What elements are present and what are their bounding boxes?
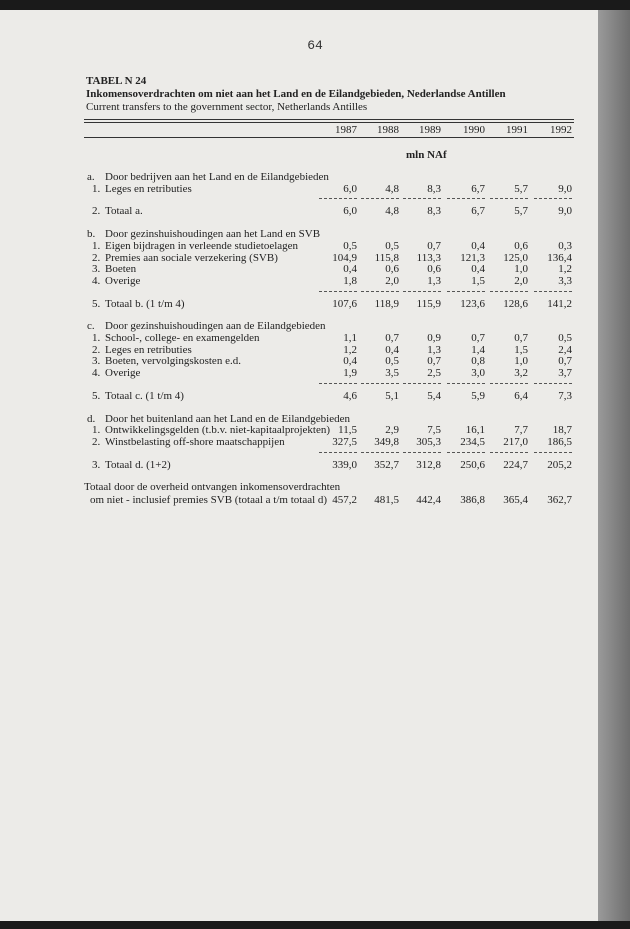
cell-value: 11,5	[338, 424, 357, 437]
table-row	[84, 275, 574, 287]
row-number: b.	[87, 228, 96, 241]
cell-value: 0,6	[427, 263, 441, 276]
row-number: 3.	[92, 263, 101, 276]
cell-value: 0,6	[385, 263, 399, 276]
cell-value: 1,4	[471, 343, 485, 356]
dash-line	[490, 291, 528, 292]
cell-value: 113,3	[416, 251, 441, 264]
cell-value: 5,9	[471, 389, 485, 402]
dash-line	[361, 198, 399, 199]
cell-value: 2,0	[385, 274, 399, 287]
row-label: Leges en retributies	[105, 343, 192, 356]
section-heading	[84, 320, 574, 332]
cell-value: 4,8	[385, 205, 399, 218]
dash-line	[447, 291, 485, 292]
cell-value: 3,2	[514, 367, 528, 380]
cell-value: 0,7	[385, 332, 399, 344]
cell-value: 0,7	[558, 355, 572, 368]
row-number: 3.	[92, 458, 101, 471]
dash-line	[319, 383, 357, 384]
cell-value: 0,4	[471, 263, 485, 276]
cell-value: 123,6	[460, 297, 485, 310]
cell-value: 0,6	[514, 239, 528, 252]
cell-value: 5,1	[385, 389, 399, 402]
row-label: Totaal d. (1+2)	[105, 458, 171, 471]
table-row	[84, 252, 574, 264]
row-label: Boeten, vervolgingskosten e.d.	[105, 355, 241, 368]
row-label: School-, college- en examengelden	[105, 332, 260, 344]
cell-value: 0,5	[558, 332, 572, 344]
section-heading	[84, 171, 574, 183]
row-label: om niet - inclusief premies SVB (totaal a t/m totaal d)	[90, 494, 328, 507]
row-number: 5.	[92, 389, 101, 402]
cell-value: 5,7	[514, 205, 528, 218]
row-number: a.	[87, 171, 95, 183]
dash-line	[319, 291, 357, 292]
table-title-dutch: Inkomensoverdrachten om niet aan het Land en de Eilandgebieden, Nederlandse Antillen	[86, 88, 506, 100]
row-number: 1.	[92, 424, 101, 437]
top-rule	[84, 119, 574, 120]
cell-value: 8,3	[427, 205, 441, 218]
table-row	[84, 263, 574, 275]
row-label: Premies aan sociale verzekering (SVB)	[105, 251, 278, 264]
dash-separator	[84, 449, 574, 455]
row-label: Leges en retributies	[105, 182, 192, 195]
cell-value: 1,0	[514, 355, 528, 368]
cell-value: 0,7	[427, 239, 441, 252]
table-row	[84, 367, 574, 379]
cell-value: 1,9	[343, 367, 357, 380]
cell-value: 250,6	[460, 458, 485, 471]
table-row	[84, 494, 574, 506]
row-label: Totaal c. (1 t/m 4)	[105, 389, 184, 402]
cell-value: 0,7	[514, 332, 528, 344]
row-number: 3.	[92, 355, 101, 368]
row-number: 4.	[92, 274, 101, 287]
row-label: Ontwikkelingsgelden (t.b.v. niet-kapitaalprojekten)	[105, 424, 331, 437]
cell-value: 1,5	[514, 343, 528, 356]
table-row	[84, 355, 574, 367]
cell-value: 5,7	[514, 182, 528, 195]
cell-value: 3,7	[558, 367, 572, 380]
cell-value: 118,9	[374, 297, 399, 310]
row-number: 2.	[92, 205, 101, 218]
cell-value: 5,4	[427, 389, 441, 402]
cell-value: 121,3	[460, 251, 485, 264]
cell-value: 2,5	[427, 367, 441, 380]
row-number: c.	[87, 320, 95, 333]
cell-value: 2,0	[514, 274, 528, 287]
dash-line	[447, 198, 485, 199]
cell-value: 0,4	[385, 343, 399, 356]
cell-value: 6,4	[514, 389, 528, 402]
cell-value: 0,4	[471, 239, 485, 252]
dash-separator	[84, 195, 574, 201]
cell-value: 1,5	[471, 274, 485, 287]
table-label: TABEL N 24	[86, 75, 147, 87]
dash-line	[534, 452, 572, 453]
cell-value: 442,4	[416, 494, 441, 507]
cell-value: 339,0	[332, 458, 357, 471]
cell-value: 6,0	[343, 205, 357, 218]
dash-line	[361, 452, 399, 453]
cell-value: 234,5	[460, 435, 485, 448]
cell-value: 349,8	[374, 435, 399, 448]
cell-value: 217,0	[503, 435, 528, 448]
cell-value: 7,7	[514, 424, 528, 437]
cell-value: 0,7	[427, 355, 441, 368]
cell-value: 352,7	[374, 458, 399, 471]
cell-value: 9,0	[558, 205, 572, 218]
cell-value: 4,6	[343, 389, 357, 402]
table-row	[84, 390, 574, 402]
cell-value: 224,7	[503, 458, 528, 471]
cell-value: 18,7	[552, 424, 572, 437]
cell-value: 327,5	[332, 435, 357, 448]
cell-value: 1,2	[558, 263, 572, 276]
row-label: Door bedrijven aan het Land en de Eilandgebieden	[105, 171, 329, 183]
row-label: Totaal door de overheid ontvangen inkomensoverdrachten	[84, 481, 341, 494]
year-header: 1987	[335, 124, 357, 136]
dash-line	[447, 452, 485, 453]
row-number: d.	[87, 412, 96, 425]
row-label: Overige	[105, 274, 141, 287]
cell-value: 1,2	[343, 343, 357, 356]
section-heading	[84, 228, 574, 240]
table-row	[84, 459, 574, 471]
row-label: Door gezinshuishoudingen aan het Land en SVB	[105, 228, 321, 241]
cell-value: 115,9	[416, 297, 441, 310]
year-header: 1991	[506, 124, 528, 136]
cell-value: 0,7	[471, 332, 485, 344]
cell-value: 3,0	[471, 367, 485, 380]
table-row	[84, 436, 574, 448]
row-label: Totaal b. (1 t/m 4)	[105, 297, 185, 310]
cell-value: 205,2	[547, 458, 572, 471]
cell-value: 365,4	[503, 494, 528, 507]
cell-value: 9,0	[558, 182, 572, 195]
unit-label: mln NAf	[406, 149, 447, 161]
dash-line	[361, 383, 399, 384]
cell-value: 186,5	[547, 435, 572, 448]
row-number: 1.	[92, 332, 101, 344]
dash-line	[534, 383, 572, 384]
dash-line	[403, 198, 441, 199]
cell-value: 457,2	[332, 494, 357, 507]
row-number: 4.	[92, 367, 101, 380]
row-number: 5.	[92, 297, 101, 310]
table-row	[84, 183, 574, 195]
table-title-english: Current transfers to the government sector, Netherlands Antilles	[86, 101, 368, 113]
cell-value: 1,3	[427, 343, 441, 356]
dash-line	[361, 291, 399, 292]
cell-value: 305,3	[416, 435, 441, 448]
row-label: Winstbelasting off-shore maatschappijen	[105, 435, 285, 448]
cell-value: 0,4	[343, 263, 357, 276]
dash-line	[447, 383, 485, 384]
cell-value: 312,8	[416, 458, 441, 471]
header-rule	[84, 137, 574, 138]
table-row	[84, 205, 574, 217]
row-label: Eigen bijdragen in verleende studietoelagen	[105, 239, 299, 252]
dash-line	[319, 452, 357, 453]
cell-value: 136,4	[547, 251, 572, 264]
row-label: Door gezinshuishoudingen aan de Eilandgebieden	[105, 320, 326, 333]
row-label: Boeten	[105, 263, 137, 276]
cell-value: 16,1	[465, 424, 485, 437]
section-heading	[84, 413, 574, 425]
cell-value: 115,8	[374, 251, 399, 264]
row-number: 2.	[92, 251, 101, 264]
year-header: 1988	[377, 124, 399, 136]
row-number: 2.	[92, 435, 101, 448]
dash-line	[490, 383, 528, 384]
dash-line	[403, 291, 441, 292]
cell-value: 386,8	[460, 494, 485, 507]
dash-separator	[84, 380, 574, 386]
table-row	[84, 424, 574, 436]
dash-line	[319, 198, 357, 199]
cell-value: 8,3	[427, 182, 441, 195]
cell-value: 0,3	[558, 239, 572, 252]
table-row	[84, 240, 574, 252]
cell-value: 0,9	[427, 332, 441, 344]
cell-value: 6,0	[343, 182, 357, 195]
dash-line	[490, 198, 528, 199]
cell-value: 107,6	[332, 297, 357, 310]
year-header: 1989	[419, 124, 441, 136]
cell-value: 362,7	[547, 494, 572, 507]
cell-value: 3,5	[385, 367, 399, 380]
cell-value: 481,5	[374, 494, 399, 507]
cell-value: 128,6	[503, 297, 528, 310]
cell-value: 1,3	[427, 274, 441, 287]
cell-value: 0,5	[343, 239, 357, 252]
dash-line	[490, 452, 528, 453]
dash-line	[403, 452, 441, 453]
table-row	[84, 332, 574, 344]
page-edge	[598, 10, 630, 921]
year-header: 1990	[463, 124, 485, 136]
row-number: 1.	[92, 182, 101, 195]
dash-separator	[84, 288, 574, 294]
dash-line	[534, 291, 572, 292]
cell-value: 104,9	[332, 251, 357, 264]
table-row	[84, 344, 574, 356]
cell-value: 0,4	[343, 355, 357, 368]
dash-line	[403, 383, 441, 384]
cell-value: 2,9	[385, 424, 399, 437]
cell-value: 1,1	[343, 332, 357, 344]
cell-value: 141,2	[547, 297, 572, 310]
table-row	[84, 481, 574, 493]
cell-value: 2,4	[558, 343, 572, 356]
cell-value: 4,8	[385, 182, 399, 195]
cell-value: 7,3	[558, 389, 572, 402]
cell-value: 0,8	[471, 355, 485, 368]
top-rule-2	[84, 122, 574, 123]
page-number: 64	[307, 38, 323, 53]
row-number: 2.	[92, 343, 101, 356]
dash-line	[534, 198, 572, 199]
row-label: Overige	[105, 367, 141, 380]
row-label: Door het buitenland aan het Land en de Eilandgebieden	[105, 412, 350, 425]
cell-value: 0,5	[385, 355, 399, 368]
cell-value: 0,5	[385, 239, 399, 252]
row-label: Totaal a.	[105, 205, 143, 218]
year-header: 1992	[550, 124, 572, 136]
cell-value: 3,3	[558, 274, 572, 287]
cell-value: 6,7	[471, 182, 485, 195]
cell-value: 6,7	[471, 205, 485, 218]
cell-value: 1,8	[343, 274, 357, 287]
row-number: 1.	[92, 239, 101, 252]
table-row	[84, 298, 574, 310]
year-header-row	[84, 124, 574, 136]
cell-value: 125,0	[503, 251, 528, 264]
cell-value: 7,5	[427, 424, 441, 437]
cell-value: 1,0	[514, 263, 528, 276]
